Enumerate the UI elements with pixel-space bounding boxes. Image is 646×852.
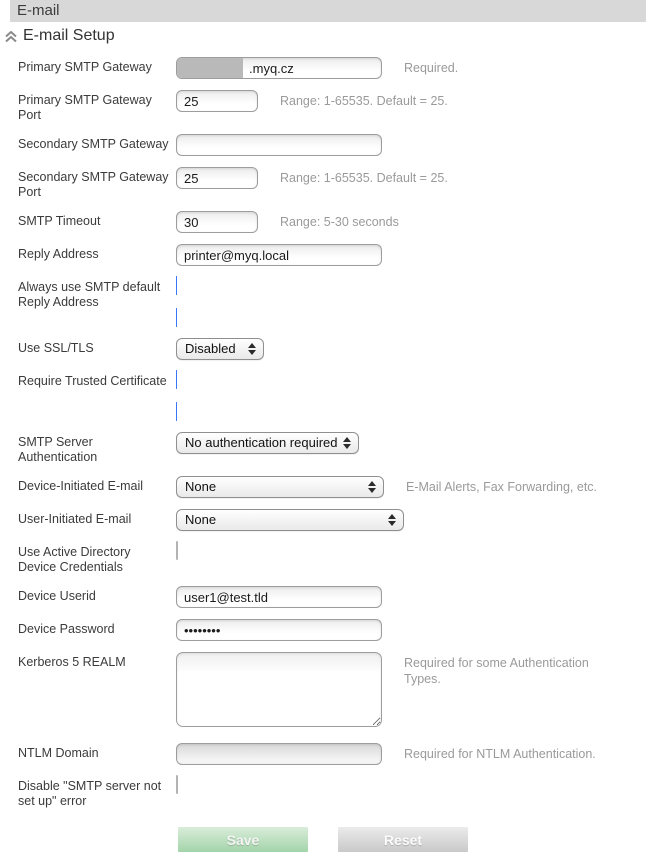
section-header [0,22,646,49]
use-ad-device-credentials-label: Use Active Directory Device Credentials [18,545,131,574]
select-arrows-icon [248,343,256,355]
row-user-initiated-email [18,509,646,531]
smtp-timeout-hint: Range: 5-30 seconds [280,215,399,229]
smtp-server-authentication-selected-value: No authentication required [185,435,338,450]
smtp-timeout-input[interactable] [176,211,258,233]
disable-smtp-error-label: Disable "SMTP server not set up" error [18,779,162,808]
always-use-smtp-default-reply-label: Always use SMTP default Reply Address [18,280,161,309]
reset-button[interactable]: Reset [338,827,468,852]
reply-address-input[interactable] [176,244,382,266]
use-ssl-tls-select[interactable] [176,338,264,360]
ntlm-domain-hint: Required for NTLM Authentication. [404,747,596,761]
primary-smtp-gateway-port-input[interactable] [176,90,258,112]
email-setup-form [0,57,646,852]
user-initiated-email-select[interactable] [176,509,404,531]
primary-smtp-gateway-hint: Required. [404,61,459,75]
primary-smtp-gateway-label: Primary SMTP Gateway [18,60,152,74]
smtp-timeout-label: SMTP Timeout [18,214,101,228]
row-use-ssl-tls [18,338,646,360]
row-primary-smtp-gateway [18,57,646,79]
ntlm-domain-label: NTLM Domain [18,746,99,760]
smtp-server-authentication-label: SMTP Server Authentication [18,435,98,464]
row-ntlm-domain [18,743,646,765]
row-use-ad-device-credentials [18,542,646,575]
select-arrows-icon [343,437,351,449]
kerberos-5-realm-textarea[interactable] [176,652,382,727]
device-userid-label: Device Userid [18,589,96,603]
row-smtp-server-authentication [18,432,646,465]
device-initiated-email-label: Device-Initiated E-mail [18,479,144,493]
row-reply-address [18,244,646,266]
secondary-smtp-gateway-port-input[interactable] [176,167,258,189]
row-smtp-timeout [18,211,646,233]
use-ssl-tls-selected-value: Disabled [185,341,236,356]
select-arrows-icon [388,514,396,526]
row-always-use-smtp-default-reply [18,277,646,327]
section-title: E-mail Setup [23,27,115,44]
row-device-password [18,619,646,641]
collapse-section-icon[interactable] [4,30,18,42]
row-device-initiated-email [18,476,646,498]
row-require-trusted-certificate [18,371,646,421]
row-primary-smtp-gateway-port [18,90,646,123]
always-use-smtp-default-reply-checkbox[interactable] [176,276,185,327]
row-device-userid [18,586,646,608]
secondary-smtp-gateway-label: Secondary SMTP Gateway [18,137,169,151]
ntlm-domain-input[interactable] [176,743,382,765]
use-ad-device-credentials-checkbox[interactable] [176,541,178,560]
use-ssl-tls-label: Use SSL/TLS [18,341,94,355]
user-initiated-email-selected-value: None [185,512,217,527]
reply-address-label: Reply Address [18,247,99,261]
row-secondary-smtp-gateway [18,134,646,156]
kerberos-5-realm-hint: Required for some Authentication Types. [404,656,589,687]
require-trusted-certificate-label: Require Trusted Certificate [18,374,167,388]
secondary-smtp-gateway-input[interactable] [176,134,382,156]
row-disable-smtp-error [18,776,646,809]
row-kerberos-5-realm [18,652,646,732]
smtp-server-authentication-select[interactable] [176,432,359,454]
secondary-smtp-gateway-port-label: Secondary SMTP Gateway Port [18,170,169,199]
require-trusted-certificate-checkbox[interactable] [176,370,185,421]
primary-smtp-gateway-port-label: Primary SMTP Gateway Port [18,93,152,122]
device-initiated-email-select[interactable] [176,476,384,498]
kerberos-5-realm-label: Kerberos 5 REALM [18,655,126,669]
select-arrows-icon [368,481,376,493]
secondary-smtp-gateway-port-hint: Range: 1-65535. Default = 25. [280,171,448,185]
primary-smtp-gateway-port-hint: Range: 1-65535. Default = 25. [280,94,448,108]
save-button[interactable]: Save [178,827,308,852]
user-initiated-email-label: User-Initiated E-mail [18,512,132,526]
form-actions [18,827,646,852]
row-secondary-smtp-gateway-port [18,167,646,200]
device-initiated-email-hint: E-Mail Alerts, Fax Forwarding, etc. [406,480,598,494]
device-initiated-email-selected-value: None [185,479,217,494]
device-password-input[interactable] [176,619,382,641]
device-password-label: Device Password [18,622,115,636]
disable-smtp-error-checkbox[interactable] [176,775,178,794]
redaction-overlay [177,58,243,78]
page-title: E-mail [10,0,646,22]
device-userid-input[interactable] [176,586,382,608]
